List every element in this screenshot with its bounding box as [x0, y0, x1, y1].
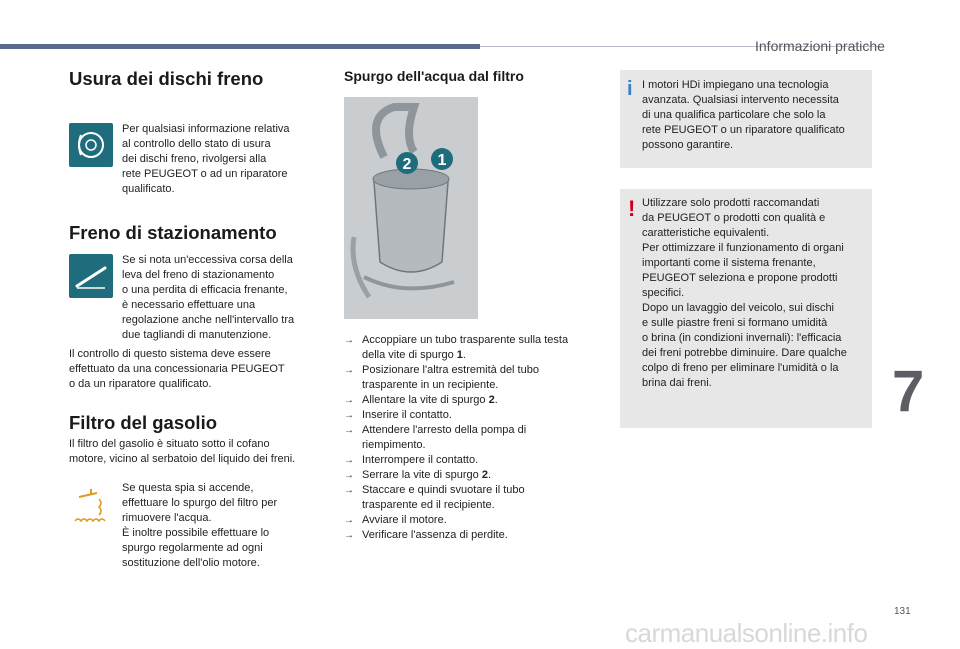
watermark: carmanualsonline.info [625, 618, 868, 648]
step-item: → Staccare e quindi svuotare il tubo trasparente ed il recipiente. [344, 484, 525, 511]
parking-brake-lever-icon [69, 254, 113, 298]
water-in-fuel-icon [69, 483, 113, 527]
info-note [620, 70, 872, 168]
arrow-bullet-icon: → [344, 485, 354, 496]
warning-text: Utilizzare solo prodotti raccomandati da PEUGEOT o prodotti con qualità e caratteristiche equivalenti. Per ottimizzare il funzionamento di organi importanti come il sistema frenante, PEUGEOT seleziona e propone prodotti specifici. Dopo un lavaggio del veicolo, sui dischi e sulle piastre freni si formano umidità o brina (in condizioni invernali): l'efficacia dei freni potrebbe diminuire. Dare qualche colpo di freno per eliminare l'umidità o la brina dai freni. [642, 197, 847, 389]
arrow-bullet-icon: → [344, 455, 354, 466]
freno-title: Freno di stazionamento [69, 222, 277, 243]
arrow-bullet-icon: → [344, 530, 354, 541]
spurgo-title: Spurgo dell'acqua dal filtro [344, 68, 524, 84]
filtro-intro: Il filtro del gasolio è situato sotto il cofano motore, vicino al serbatoio del liquido dei freni. [69, 438, 296, 465]
step-item: → Avviare il motore. [344, 514, 447, 526]
photo-label-1: 1 [437, 152, 447, 169]
arrow-bullet-icon: → [344, 335, 354, 346]
arrow-bullet-icon: → [344, 470, 354, 481]
freno-text: Se si nota un'eccessiva corsa della leva del freno di stazionamento o una perdita di efficacia frenante, è necessario effettuare una regolazione anche nell'intervallo tra due tagliandi di manutenzione. [122, 254, 295, 341]
arrow-bullet-icon: → [344, 425, 354, 436]
section-title: Informazioni pratiche [755, 38, 885, 54]
header-bar-accent [0, 44, 480, 49]
filtro-text: Se questa spia si accende, effettuare lo spurgo del filtro per rimuovere l'acqua. È inoltre possibile effettuare lo spurgo regolarmente ad ogni sostituzione dell'olio motore. [122, 482, 278, 569]
step-item: → Attendere l'arresto della pompa di riempimento. [344, 424, 527, 451]
chapter-number: 7 [892, 359, 925, 424]
arrow-bullet-icon: → [344, 365, 354, 376]
step-item: → Interrompere il contatto. [344, 454, 479, 466]
info-text: I motori HDi impiegano una tecnologia avanzata. Qualsiasi intervento necessita di una qualifica particolare che solo la rete PEUGEOT o un riparatore qualificato possono garantire. [642, 79, 845, 151]
usura-title: Usura dei dischi freno [69, 68, 264, 89]
arrow-bullet-icon: → [344, 515, 354, 526]
warning-note [620, 189, 872, 428]
arrow-bullet-icon: → [344, 395, 354, 406]
step-item: → Verificare l'assenza di perdite. [344, 529, 508, 541]
filtro-title: Filtro del gasolio [69, 412, 218, 433]
step-item: → Posizionare l'altra estremità del tubo trasparente in un recipiente. [344, 364, 539, 391]
step-item: → Serrare la vite di spurgo 2. [344, 469, 492, 481]
brake-disc-icon [69, 123, 113, 167]
warning-icon: ! [628, 196, 636, 221]
spurgo-steps [344, 333, 594, 543]
arrow-bullet-icon: → [344, 410, 354, 421]
step-item: → Inserire il contatto. [344, 409, 452, 421]
page-number: 131 [894, 606, 911, 617]
step-item: → Accoppiare un tubo trasparente sulla testa della vite di spurgo 1. [344, 334, 569, 361]
freno-after-text: Il controllo di questo sistema deve essere effettuato da una concessionaria PEUGEOT o da un riparatore qualificato. [69, 348, 285, 390]
photo-label-2: 2 [402, 156, 412, 173]
usura-text: Per qualsiasi informazione relativa al controllo dello stato di usura dei dischi freno, rivolgersi alla rete PEUGEOT o ad un riparatore qualificato. [122, 123, 290, 195]
info-icon: i [627, 78, 633, 100]
fuel-filter-photo [344, 97, 478, 319]
step-item: → Allentare la vite di spurgo 2. [344, 394, 498, 406]
